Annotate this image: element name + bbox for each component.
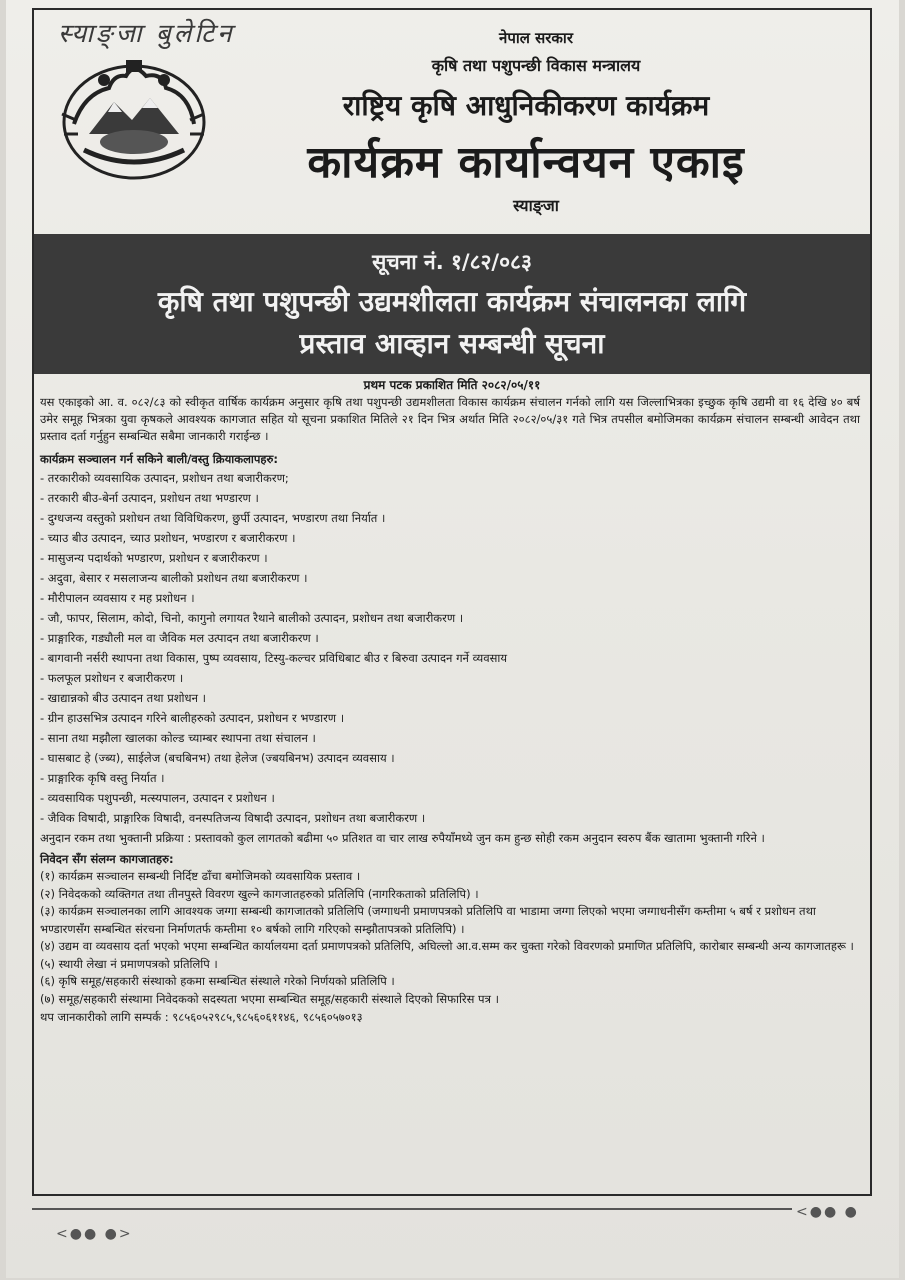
ornament-right-icon: <●● ● <box>796 1204 859 1220</box>
list-item: (६) कृषि समूह/सहकारी संस्थाको हकमा सम्बन्धित संस्थाले गरेको निर्णयको प्रतिलिपि । <box>40 974 395 988</box>
list-item: - व्यवसायिक पशुपन्छी, मत्स्यपालन, उत्पादन र प्रशोधन । <box>40 791 275 805</box>
list-item: - प्राङ्गारिक कृषि वस्तु निर्यात । <box>40 771 165 785</box>
district-name: स्याङ्जा <box>513 196 559 215</box>
handwritten-note: स्याङ्जा बुलेटिन <box>58 19 235 49</box>
list-item: - बागवानी नर्सरी स्थापना तथा विकास, पुष्प व्यवसाय, टिस्यु-कल्चर प्रविधिबाट बीउ र बिरुवा उत्पादन गर्ने व्यवसाय <box>40 651 508 665</box>
list-item: - जौ, फापर, सिलाम, कोदो, चिनो, कागुनो लगायत रैथाने बालीको उत्पादन, प्रशोधन तथा बजारीकरण । <box>40 611 464 625</box>
list-item: (५) स्थायी लेखा नं प्रमाणपत्रको प्रतिलिपि । <box>40 956 218 971</box>
intro-paragraph: यस एकाइको आ. व. ०८२/८३ को स्वीकृत वार्षिक कार्यक्रम अनुसार कृषि तथा पशुपन्छी उद्यमशीलता विकास कार्यक्रम संचालन गर्नको लागि यस जिल्लाभित्रका इच्छुक कृषि उद्यमी वा १६ देखि ४० बर्ष उमेर समूह भित्रका युवा कृषकले आवश्यक कागजात सहित यो सूचना प्रकाशित मितिले २१ दिन भित्र अर्थात मिति २०८२/०५/३१ गते भित्र तपसील बमोजिमका कार्यक्रम संचालन सम्बन्धी आवेदन तथा प्रस्ताव दर्ता गर्नुहुन सम्बन्धित सबैमा जानकारी गराईन्छ । <box>40 395 860 443</box>
list-item: - दुग्धजन्य वस्तुको प्रशोधन तथा विविधिकरण, छुर्पी उत्पादन, भण्डारण तथा निर्यात । <box>40 511 386 525</box>
documents-list <box>40 868 860 1008</box>
list-item: (४) उद्यम वा व्यवसाय दर्ता भएको भएमा सम्बन्धित कार्यालयमा दर्ता प्रमाणपत्रको प्रतिलिपि, अघिल्लो आ.व.सम्म कर चुक्ता गरेको विवरणको प्रमाणित प्रतिलिपि, कारोबार सम्बन्धी अन्य कागजातहरू । <box>40 939 854 953</box>
notice-number: सूचना नं. १/८२/०८३ <box>372 250 532 274</box>
notice-body <box>40 394 860 1026</box>
activities-list <box>40 468 860 828</box>
unit-title: कार्यक्रम कार्यान्वयन एकाइ <box>307 137 745 188</box>
list-item: (३) कार्यक्रम सञ्चालनका लागि आवश्यक जग्गा सम्बन्धी कागजातको प्रतिलिपि (जग्गाधनी प्रमाणपत्रको प्रतिलिपि वा भाडामा जग्गा लिएको भएमा जग्गाधनीसँग कम्तीमा ५ बर्ष र प्रशोधन तथा भण्डारणसँग सम्बन्धित संरचना निर्माणतर्फ कम्तीमा १० बर्षको लागि गरिएको सम्झौतापत्रको प्रतिलिपि) । <box>40 904 816 936</box>
bottom-divider <box>32 1208 792 1210</box>
contact-line: थप जानकारीको लागि सम्पर्क : ९८५६०५२९८५,९८५६०६११४६, ९८५६०५७०१३ <box>40 1010 363 1024</box>
list-item: - मासुजन्य पदार्थको भण्डारण, प्रशोधन र बजारीकरण । <box>40 551 268 565</box>
ornament-left-icon: <●● ●> <box>56 1226 133 1242</box>
list-item: - ग्रीन हाउसभित्र उत्पादन गरिने बालीहरुको उत्पादन, प्रशोधन र भण्डारण । <box>40 711 345 725</box>
list-item: - तरकारी बीउ-बेर्ना उत्पादन, प्रशोधन तथा भण्डारण । <box>40 491 259 505</box>
notice-title-line2: प्रस्ताव आव्हान सम्बन्धी सूचना <box>299 327 605 360</box>
list-item: - घासबाट हे (ज्ब्य), साईलेज (बचबिनभ) तथा हेलेज (ज्बयबिनभ) उत्पादन व्यवसाय । <box>40 751 395 765</box>
ministry-name: कृषि तथा पशुपन्छी विकास मन्त्रालय <box>431 56 641 75</box>
government-emblem-icon <box>54 54 214 184</box>
notice-banner <box>34 234 870 374</box>
list-item: - साना तथा मझौला खालका कोल्ड च्याम्बर स्थापना तथा संचालन । <box>40 731 316 745</box>
newspaper-page <box>6 0 899 1278</box>
list-item: - च्याउ बीउ उत्पादन, च्याउ प्रशोधन, भण्डारण र बजारीकरण । <box>40 531 296 545</box>
list-item: - तरकारीको व्यवसायिक उत्पादन, प्रशोधन तथा बजारीकरण; <box>40 471 289 485</box>
program-name: राष्ट्रिय कृषि आधुनिकीकरण कार्यक्रम <box>342 89 710 122</box>
government-name: नेपाल सरकार <box>499 29 573 47</box>
list-item: - फलफूल प्रशोधन र बजारीकरण । <box>40 671 184 685</box>
published-date: प्रथम पटक प्रकाशित मिति २०८२/०५/११ <box>363 378 541 392</box>
grant-paragraph: अनुदान रकम तथा भुक्तानी प्रक्रिया : प्रस्तावको कुल लागतको बढीमा ५० प्रतिशत वा चार लाख रुपैयाँमध्ये जुन कम हुन्छ सोही रकम अनुदान स्वरुप बैंक खातामा भुक्तानी गरिने । <box>40 831 765 845</box>
list-item: - मौरीपालन व्यवसाय र मह प्रशोधन । <box>40 591 195 605</box>
list-item: (१) कार्यक्रम सञ्चालन सम्बन्धी निर्दिष्ट ढाँचा बमोजिमको व्यवसायिक प्रस्ताव । <box>40 869 361 883</box>
list-item: - अदुवा, बेसार र मसलाजन्य बालीको प्रशोधन तथा बजारीकरण । <box>40 571 308 585</box>
list-item: (७) समूह/सहकारी संस्थामा निवेदकको सदस्यता भएमा सम्बन्धित समूह/सहकारी संस्थाले दिएको सिफारिस पत्र । <box>40 991 499 1006</box>
list-item: - जैविक विषादी, प्राङ्गारिक विषादी, वनस्पतिजन्य विषादी उत्पादन, प्रशोधन तथा बजारीकरण । <box>40 811 426 825</box>
documents-heading: निवेदन सँग संलग्न कागजातहरु: <box>40 852 174 866</box>
notice-title-line1: कृषि तथा पशुपन्छी उद्यमशीलता कार्यक्रम संचालनका लागि <box>157 285 747 318</box>
list-item: (२) निवेदकको व्यक्तिगत तथा तीनपुस्ते विवरण खुल्ने कागजातहरुको प्रतिलिपि (नागरिकताको प्रतिलिपि) । <box>40 886 479 901</box>
activities-heading: कार्यक्रम सञ्चालन गर्न सकिने बाली/वस्तु क्रियाकलापहरु: <box>40 452 278 466</box>
list-item: - प्राङ्गारिक, गड्यौली मल वा जैविक मल उत्पादन तथा बजारीकरण । <box>40 631 319 645</box>
list-item: - खाद्यान्नको बीउ उत्पादन तथा प्रशोधन । <box>40 691 207 705</box>
